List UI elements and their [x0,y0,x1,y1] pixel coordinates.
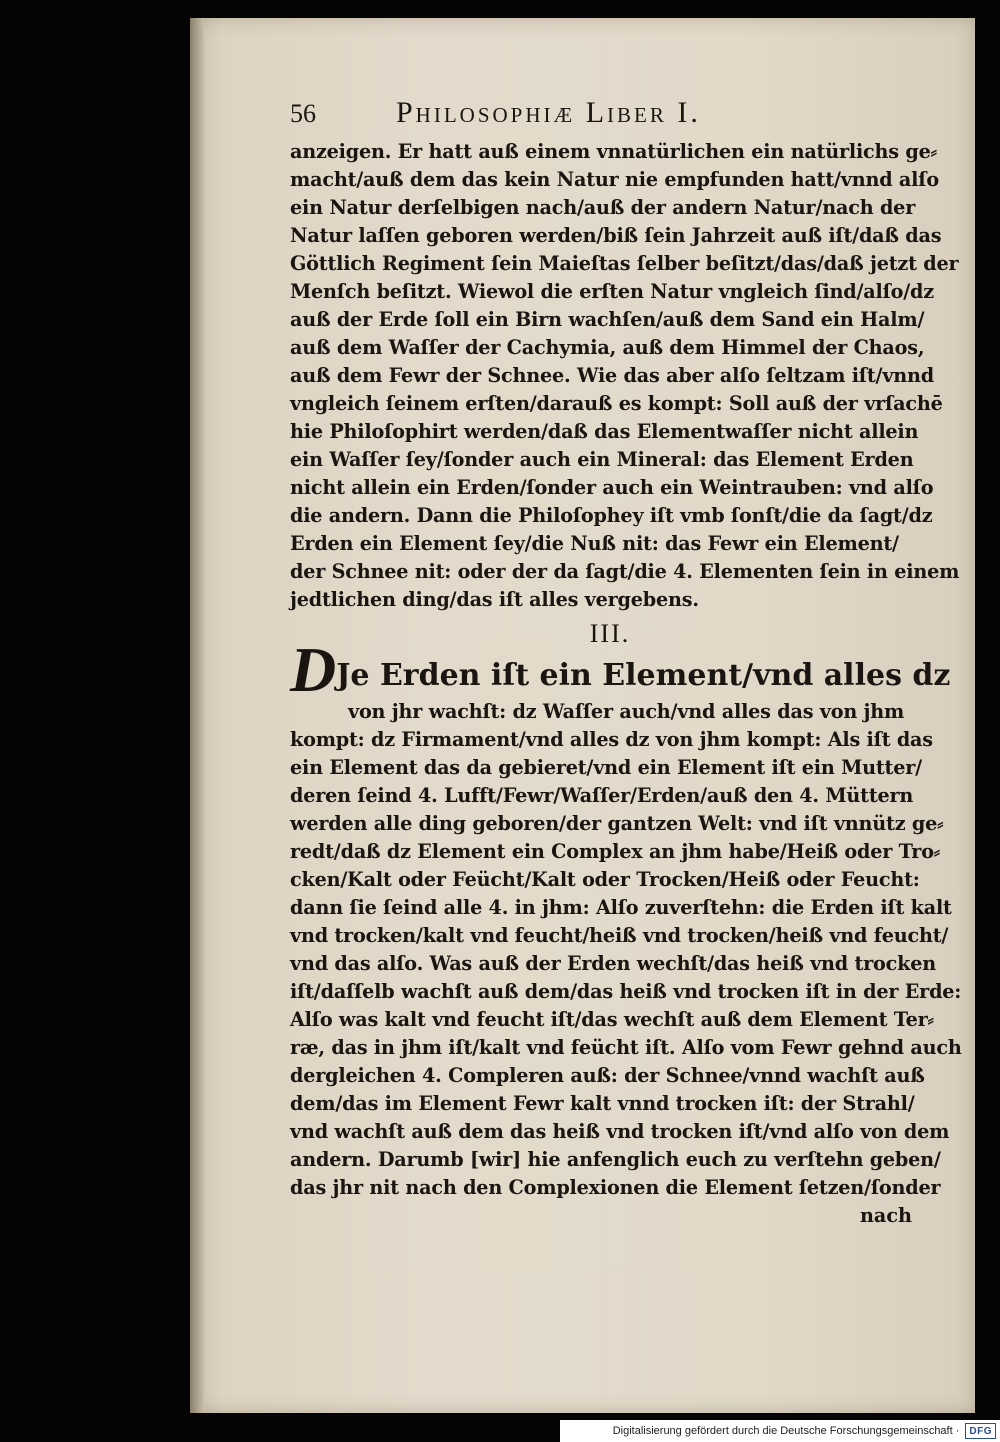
text-line: ein Natur derſelbigen nach/auß der andern Natur/nach der [290,196,916,219]
text-line: Erden ein Element ſey/die Nuß nit: das Fewr ein Element/ [290,532,899,555]
opening-line-text: Je Erden iſt ein Element/vnd alles dz [336,658,951,693]
paragraph-2 [290,634,962,1202]
text-line: das jhr nit nach den Complexionen die Element ſetzen/ſonder [290,1176,941,1199]
credit-text: Digitalisierung gefördert durch die Deutsche Forschungsgemeinschaft · [612,1425,960,1437]
text-line: ein Waſſer ſey/ſonder auch ein Mineral: das Element Erden [290,448,914,471]
dfg-logo-icon: DFG [965,1423,996,1439]
text-line: deren ſeind 4. Lufft/Fewr/Waſſer/Erden/auß den 4. Müttern [290,784,914,807]
page-number: 56 [290,99,316,128]
text-line: auß dem Fewr der Schnee. Wie das aber alſo ſeltzam iſt/vnnd [290,364,934,387]
running-head [290,96,930,130]
text-line: Alſo was kalt vnd feucht iſt/das wechſt auß dem Element Ter⸗ [290,1008,934,1031]
text-line: macht/auß dem das kein Natur nie empfunden hatt/vnnd alſo [290,168,939,191]
text-line: dem/das im Element Fewr kalt vnnd trocken iſt: der Strahl/ [290,1092,915,1115]
text-line: ein Element das da gebieret/vnd ein Element iſt ein Mutter/ [290,756,922,779]
text-line: vnd das alſo. Was auß der Erden wechſt/das heiß vnd trocken [290,952,936,975]
digitization-credit [560,1420,1000,1442]
text-line: andern. Darumb [wir] hie anfenglich euch zu verſtehn geben/ [290,1148,941,1171]
text-line: redt/daß dz Element ein Complex an jhm habe/Heiß oder Tro⸗ [290,840,940,863]
text-line: vngleich ſeinem erſten/darauß es kompt: Soll auß der vrſachē [290,392,943,415]
text-line: Menſch beſitzt. Wiewol die erſten Natur vngleich ſind/alſo/dz [290,280,934,303]
text-line: vnd trocken/kalt vnd feucht/heiß vnd trocken/heiß vnd feucht/ [290,924,949,947]
text-line: hie Philoſophirt werden/daß das Elementwaſſer nicht allein [290,420,919,443]
paragraph-2-body [290,726,962,1202]
text-line: cken/Kalt oder Feücht/Kalt oder Trocken/Heiß oder Feucht: [290,868,920,891]
text-line: auß dem Waſſer der Cachymia, auß dem Himmel der Chaos, [290,336,925,359]
text-line: der Schnee nit: oder der da ſagt/die 4. Elementen ſein in einem [290,560,960,583]
section-number: III. [589,619,631,648]
text-line: ræ, das in jhm iſt/kalt vnd feücht iſt. Alſo vom Fewr gehnd auch [290,1036,962,1059]
text-line: werden alle ding geboren/der gantzen Welt: vnd iſt vnnütz ge⸗ [290,812,944,835]
text-line: anzeigen. Er hatt auß einem vnnatürlichen ein natürlichs ge⸗ [290,140,937,163]
text-line: dann ſie ſeind alle 4. in jhm: Alſo zuverſtehn: die Erden iſt kalt [290,896,952,919]
text-line: Natur laſſen geboren werden/biß ſein Jahrzeit auß iſt/daß das [290,224,942,247]
paragraph-1 [290,138,960,614]
opening-line [290,634,951,705]
text-line: iſt/daſſelb wachſt auß dem/das heiß vnd trocken iſt in der Erde: [290,980,962,1003]
text-line: kompt: dz Firmament/vnd alles dz von jhm kompt: Als iſt das [290,728,933,751]
second-line: von jhr wachſt: dz Waſſer auch/vnd alles das von jhm [348,700,905,723]
decorated-initial: D [290,634,337,705]
text-line: jedtlichen ding/das iſt alles vergebens. [290,588,699,611]
text-line: nicht allein ein Erden/ſonder auch ein Weintrauben: vnd alſo [290,476,934,499]
text-line: dergleichen 4. Compleren auß: der Schnee/vnnd wachſt auß [290,1064,925,1087]
text-line: Göttlich Regiment ſein Maieſtas ſelber beſitzt/das/daß jetzt der [290,252,959,275]
text-line: die andern. Dann die Philoſophey iſt vmb ſonſt/die da ſagt/dz [290,504,933,527]
catchword: nach [859,1204,912,1227]
running-title: Philosophiæ Liber I. [396,96,701,129]
page-gutter [190,18,204,1413]
page-text [290,96,962,1230]
text-line: vnd wachſt auß dem das heiß vnd trocken iſt/vnd alſo von dem [290,1120,950,1143]
text-line: auß der Erde ſoll ein Birn wachſen/auß dem Sand ein Halm/ [290,308,925,331]
